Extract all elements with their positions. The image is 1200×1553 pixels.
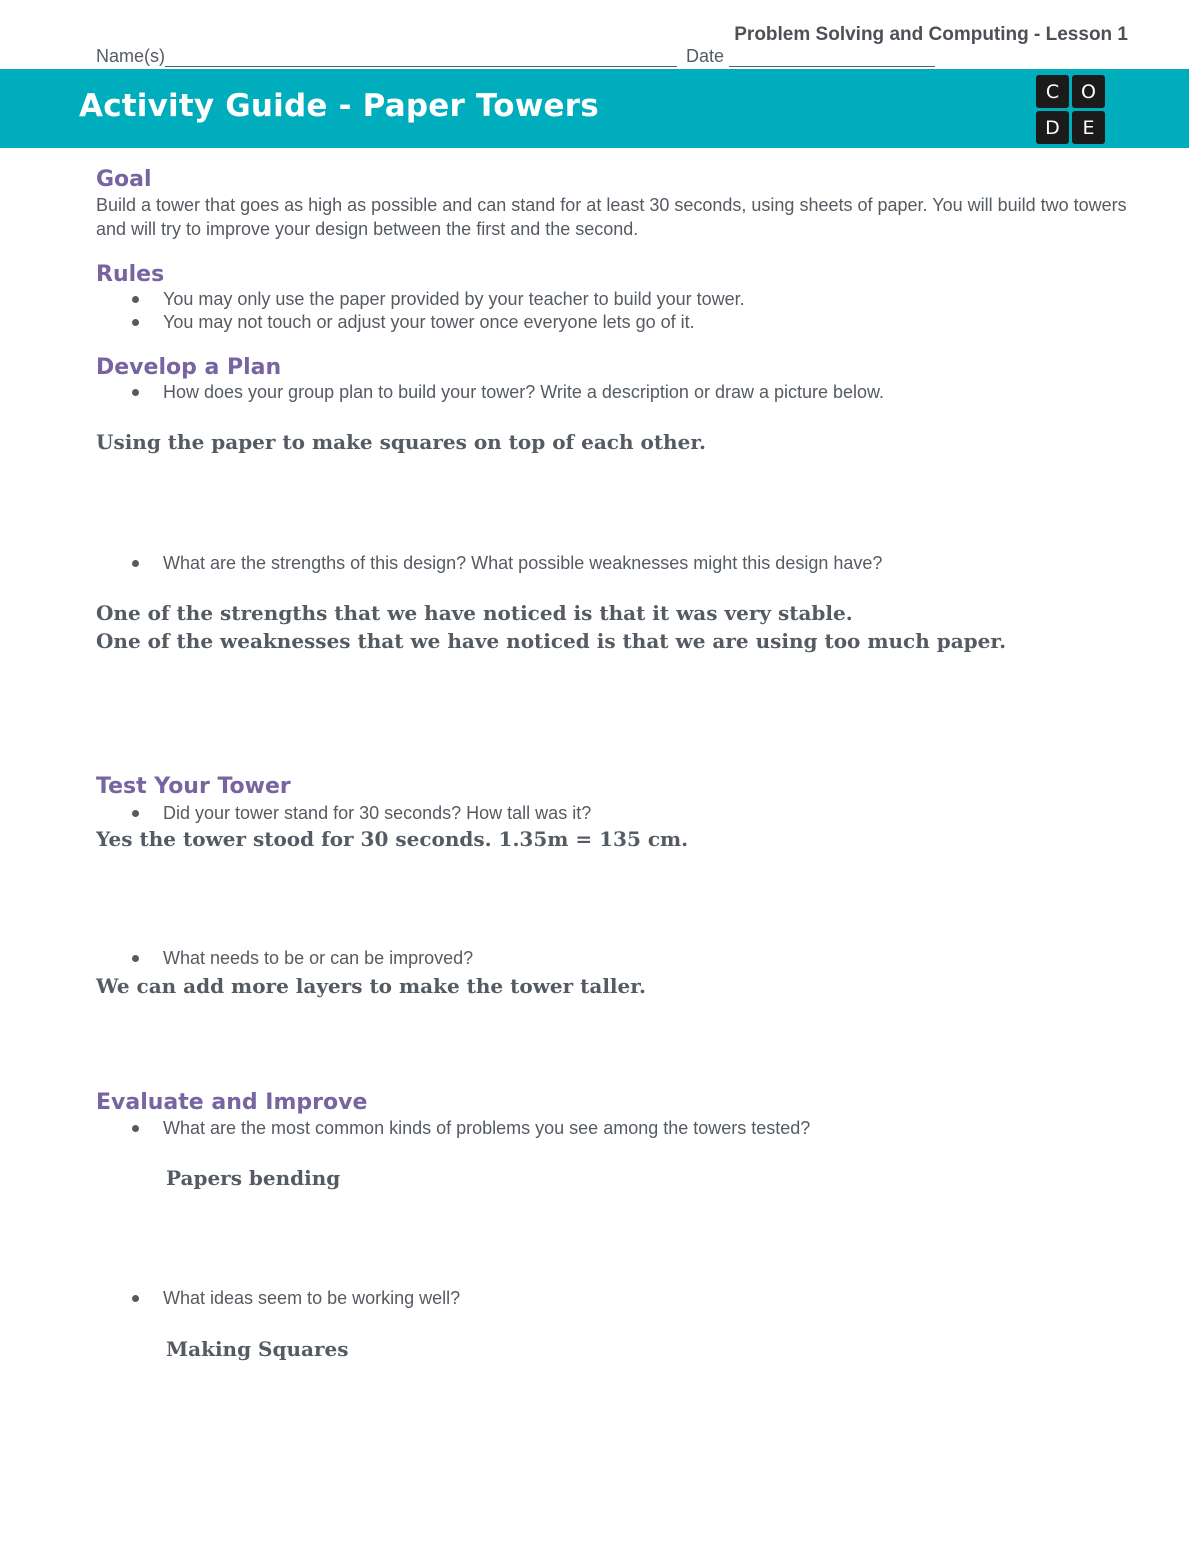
page-title: Activity Guide - Paper Towers xyxy=(79,88,599,124)
test-question-1: Did your tower stand for 30 seconds? How tall was it? xyxy=(132,803,591,824)
bullet-icon xyxy=(132,1125,139,1132)
name-underline xyxy=(165,46,677,67)
bullet-icon xyxy=(132,319,139,326)
logo-tile-d: D xyxy=(1036,111,1069,144)
date-field[interactable] xyxy=(686,46,935,67)
evaluate-question-1: What are the most common kinds of problems you see among the towers tested? xyxy=(132,1118,810,1139)
name-label: Name(s) xyxy=(96,46,166,66)
rule-item: You may not touch or adjust your tower once everyone lets go of it. xyxy=(132,312,695,333)
logo-tile-e: E xyxy=(1072,111,1105,144)
logo-tile-o: O xyxy=(1072,75,1105,108)
test-answer-2[interactable]: We can add more layers to make the tower taller. xyxy=(96,974,646,998)
bullet-icon xyxy=(132,810,139,817)
bullet-icon xyxy=(132,560,139,567)
plan-answer-1[interactable]: Using the paper to make squares on top of each other. xyxy=(96,430,706,454)
rules-heading: Rules xyxy=(96,262,165,287)
goal-heading: Goal xyxy=(96,167,152,192)
plan-question-1: How does your group plan to build your tower? Write a description or draw a picture below. xyxy=(132,382,884,403)
date-underline xyxy=(729,46,935,67)
bullet-icon xyxy=(132,1295,139,1302)
test-question-2: What needs to be or can be improved? xyxy=(132,948,473,969)
bullet-icon xyxy=(132,955,139,962)
code-logo xyxy=(1034,73,1106,145)
lesson-label: Problem Solving and Computing - Lesson 1 xyxy=(734,24,1128,45)
evaluate-heading: Evaluate and Improve xyxy=(96,1090,368,1115)
evaluate-question-2: What ideas seem to be working well? xyxy=(132,1288,460,1309)
evaluate-answer-1[interactable]: Papers bending xyxy=(166,1166,341,1190)
name-field[interactable] xyxy=(96,46,677,67)
plan-question-2: What are the strengths of this design? What possible weaknesses might this design have? xyxy=(132,553,882,574)
bullet-icon xyxy=(132,389,139,396)
plan-heading: Develop a Plan xyxy=(96,355,282,380)
test-heading: Test Your Tower xyxy=(96,774,291,799)
date-label: Date xyxy=(686,46,725,66)
test-answer-1[interactable]: Yes the tower stood for 30 seconds. 1.35m = 135 cm. xyxy=(96,827,689,851)
goal-text: Build a tower that goes as high as possible and can stand for at least 30 seconds, using sheets of paper. You will build two towers and will try to improve your design between the first and the second. xyxy=(96,195,1127,239)
rule-item: You may only use the paper provided by your teacher to build your tower. xyxy=(132,289,745,310)
logo-tile-c: C xyxy=(1036,75,1069,108)
plan-answer-2-line-1[interactable]: One of the strengths that we have noticed is that it was very stable. xyxy=(96,601,853,625)
plan-answer-2-line-2[interactable]: One of the weaknesses that we have noticed is that we are using too much paper. xyxy=(96,629,1007,653)
bullet-icon xyxy=(132,296,139,303)
evaluate-answer-2[interactable]: Making Squares xyxy=(166,1337,349,1361)
